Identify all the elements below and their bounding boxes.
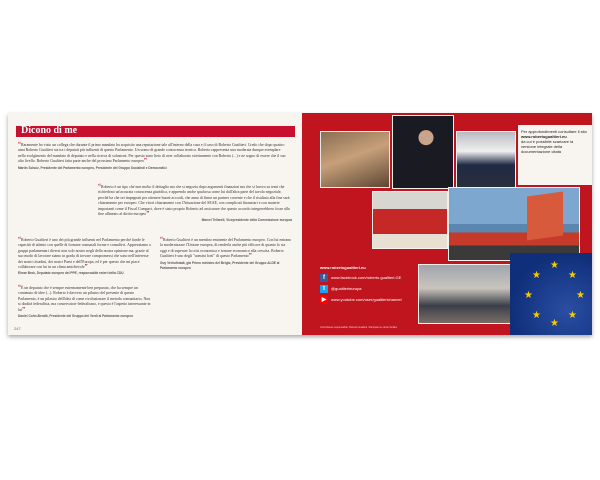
social-link-facebook[interactable] [320,272,415,283]
contact-links [320,265,415,305]
quote-attribution: Daniel Cohn-Bendit, Presidente del Gruppo dei Verdi al Parlamento europeo [18,314,133,319]
quote-mark-icon: ” [22,306,26,313]
page-title: Dicono di me [21,125,78,136]
quote-mark-icon: ” [248,253,252,260]
info-box [518,125,592,185]
quote-text: Roberto è un tipo che non molto il dettaglio ma che si negozia dopo argomenti finanziari ma che si lavoro su temi che richiedono un'accurata conoscenza giuridica, e apprendo anche qualcosa come lui dall'altra parte del tavolo negoziale, perché ha che sei impegnati per ottenere buoni accordi, che anno di firme un partner corrente e che il risultato alla fine sarà chiaramente per europeo. Che vitori chiaramente con l'Attuazione del SEAE, con complicati finanziari e con materie importanti come il Fiscal Compact, dove è stato proprio Roberto ad assicurare che questo accordo integrerebbero fosse alla fine allineato al diritto europeo [98,185,290,217]
star-icon: ★ [550,260,559,271]
stage-screen [527,191,563,240]
right-page [302,113,592,335]
quote-attribution: Elmar Brok, Deputato europeo del PPE, responsabile esteri della CDU [18,271,124,276]
event-photo [320,131,390,188]
star-icon: ★ [576,290,585,301]
quote-mark-icon: ” [143,158,147,165]
info-text: Per approfondimenti consultare il sito [521,129,587,134]
social-link-youtube[interactable] [320,294,415,305]
youtube-icon: ▶ [321,296,327,303]
quote-mark-icon: “ [18,142,21,148]
quote-block [98,185,292,224]
social-link-twitter[interactable] [320,283,415,294]
star-icon: ★ [532,270,541,281]
quote-mark-icon: “ [160,237,163,243]
info-site-link[interactable]: www.robertogualtieri.eu [521,134,567,139]
quote-text: Raramente ho visto un collega che durante il primo mandato ha acquisito una reputazione tale all'interno della casa e il caso di Roberto Gualtieri. Credo che dopo quattro anni Roberto Gualtieri sia tra i deputati più influenti di questo Parlamento. Un uomo di grande conoscenza tecnica. Roberto rappresenta una moderata dunque esemplare nello svolgimento del mandato di deputato e nella ricerca di soluzioni. Per questo sono lieto di aver collaborato strettamente con Roberto (...) e ne sogno di essere che il suo alto livello. Roberto Gualtieri fatta parte anche del prossimo Parlamento europeo [18,143,286,164]
star-icon: ★ [568,310,577,321]
quote-attribution: Marcel Tellarell, Vicepresidente della Commissione europea [201,218,292,223]
left-page [8,113,302,335]
social-link-label: www.facebook.com/roberto.gualtieri.GE [331,275,402,280]
crowd-photo [418,264,515,324]
quote-block [18,238,153,277]
twitter-icon: t [320,285,328,293]
social-link-label: @gualtierieuropa [331,286,362,291]
quote-mark-icon: ” [146,211,150,218]
facebook-icon: f [320,274,328,282]
star-icon: ★ [524,290,533,301]
quote-text: Roberto Gualtieri è uno dei più grande influenti nel Parlamento perché fonde le capacità di talento con quelle di formare comunali forme e consultivi. Apprezziamo a gruppi parlamentari diversi non solo nostro negli della nostra opinione ma, grazie al suo modo di lavorare siamo in grado di trovare compromessi che sono nell'interesse dei nostri cittadini, dei nostri Paesi e dell'Europa, ed è per questo che mi piace collaborare con lui in un clima amichevole [18,238,151,270]
quote-text: È un deputato che è sempre estremamente ben preparato, che ha sempre un contenuto di idee (...). Roberto è davvero un pilastro del presente di questo Parlamento, è un pilastro dell'idea di come rivoluzionare il metodo comunitario. Non si disdirà federalista, ma conservatori-federalismo, e questo è l'aspetto interessante in lui [18,286,151,312]
info-rest: da cui è possibile scaricare la versione integrale della documentazione citata [521,139,574,154]
outdoor-stage-photo [448,187,580,261]
footnote: Committente responsabile: Roberto Gualtieri. Stampato su carta riciclata. [320,326,398,329]
parliament-photo [456,131,516,188]
website-link[interactable]: www.robertogualtieri.eu [320,265,366,270]
quote-block [160,238,292,271]
star-icon: ★ [532,310,541,321]
quote-mark-icon: “ [18,285,21,291]
star-icon: ★ [550,318,559,329]
quote-mark-icon: ” [84,264,88,271]
quote-text: Roberto Gualtieri è un membro eminente del Parlamento europeo. Con lui entrano la modernizzare l'Unione europea, di renderla anche più efficace di quanto lo sia oggi e di superare la crisi economica e tornare economico alla crescita. Roberto Gualtieri è uno degli "uomini forti" di questo Parlamento [160,238,292,259]
speaker-photo [392,115,454,189]
eu-flag-image [510,253,592,335]
star-icon: ★ [568,270,577,281]
quote-mark-icon: “ [98,184,101,190]
social-link-label: www.youtube.com/user/gualtierichannel [331,297,402,302]
quote-block [18,286,153,319]
quote-block [18,143,288,171]
page-number: 247 [14,326,21,331]
group-photo [372,191,448,249]
brochure-spread [8,113,592,335]
quote-mark-icon: “ [18,237,21,243]
quote-attribution: Martin Schulz, Presidente del Parlamento europeo, Presidente del Gruppo Socialisti e Democratici [18,165,167,170]
quote-attribution: Guy Verhofstadt, già Primo ministro del Belgio, Presidente del Gruppo ALDE al Parlamento europeo [160,260,280,271]
